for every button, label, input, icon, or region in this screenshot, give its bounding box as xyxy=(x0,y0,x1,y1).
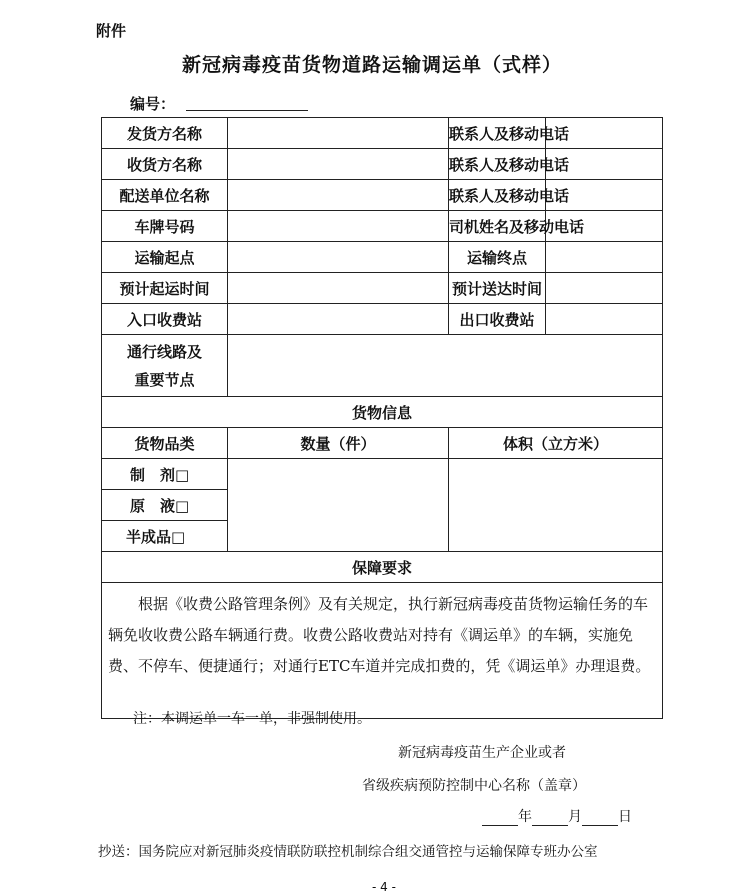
shipper-name-label: 发货方名称 xyxy=(102,118,228,149)
issuer-line-2: 省级疾病预防控制中心名称（盖章） xyxy=(362,778,586,794)
dispatch-form-table xyxy=(101,117,663,719)
serial-number-label: 编号： xyxy=(130,95,176,113)
guarantee-heading: 保障要求 xyxy=(102,552,663,583)
table-row xyxy=(102,583,663,719)
category-label: 半成品 xyxy=(126,527,172,546)
col-category-header: 货物品类 xyxy=(102,428,228,459)
delivery-contact-label: 联系人及移动电话 xyxy=(449,180,546,211)
guarantee-text: 根据《收费公路管理条例》及有关规定，执行新冠病毒疫苗货物运输任务的车辆免收收费公路车辆通行费。收费公路收费站对持有《调运单》的车辆，实施免费、不停车、便捷通行；对通行ETC车道并完成扣费的，凭《调运单》办理退费。 xyxy=(108,595,651,675)
table-row xyxy=(102,180,663,211)
table-row xyxy=(102,149,663,180)
route-label xyxy=(102,335,228,397)
origin-label: 运输起点 xyxy=(102,242,228,273)
receiver-contact-label: 联系人及移动电话 xyxy=(449,149,546,180)
receiver-name-field[interactable] xyxy=(228,149,449,180)
table-row xyxy=(102,552,663,583)
table-row xyxy=(102,459,663,490)
route-field[interactable] xyxy=(228,335,663,397)
plate-number-field[interactable] xyxy=(228,211,449,242)
day-label: 日 xyxy=(618,809,632,825)
category-label: 原 液 xyxy=(130,496,176,515)
exit-toll-field[interactable] xyxy=(546,304,663,335)
exit-toll-label: 出口收费站 xyxy=(449,304,546,335)
month-label: 月 xyxy=(568,809,582,825)
category-preparation xyxy=(102,459,228,490)
arrival-time-label: 预计送达时间 xyxy=(449,273,546,304)
shipper-contact-label: 联系人及移动电话 xyxy=(449,118,546,149)
guarantee-text-cell xyxy=(102,583,663,719)
departure-time-label: 预计起运时间 xyxy=(102,273,228,304)
table-row xyxy=(102,242,663,273)
cc-line: 抄送：国务院应对新冠肺炎疫情联防联控机制综合组交通管控与运输保障专班办公室 xyxy=(98,844,598,860)
arrival-time-field[interactable] xyxy=(546,273,663,304)
col-quantity-header: 数量（件） xyxy=(228,428,449,459)
month-field[interactable] xyxy=(532,811,568,826)
table-row xyxy=(102,211,663,242)
category-stock-solution xyxy=(102,490,228,521)
year-label: 年 xyxy=(518,809,532,825)
date-line xyxy=(482,806,632,826)
table-row xyxy=(102,428,663,459)
table-row xyxy=(102,397,663,428)
table-row xyxy=(102,335,663,397)
route-label-line1: 通行线路及 xyxy=(126,342,202,361)
col-volume-header: 体积（立方米） xyxy=(449,428,663,459)
destination-field[interactable] xyxy=(546,242,663,273)
page-number: - 4 - xyxy=(372,880,396,894)
attachment-label: 附件 xyxy=(96,22,127,40)
cargo-info-heading: 货物信息 xyxy=(102,397,663,428)
usage-note: 注：本调运单一车一单，非强制使用。 xyxy=(133,711,371,727)
table-row xyxy=(102,304,663,335)
checkbox-semi-finished[interactable]: □ xyxy=(171,527,186,546)
entry-toll-label: 入口收费站 xyxy=(102,304,228,335)
day-field[interactable] xyxy=(582,811,618,826)
origin-field[interactable] xyxy=(228,242,449,273)
destination-label: 运输终点 xyxy=(449,242,546,273)
plate-number-label: 车牌号码 xyxy=(102,211,228,242)
delivery-unit-label: 配送单位名称 xyxy=(102,180,228,211)
serial-number-field[interactable] xyxy=(186,110,308,111)
document-title: 新冠病毒疫苗货物道路运输调运单（式样） xyxy=(181,54,562,76)
category-label: 制 剂 xyxy=(130,465,176,484)
issuer-line-1: 新冠病毒疫苗生产企业或者 xyxy=(398,745,566,761)
entry-toll-field[interactable] xyxy=(228,304,449,335)
volume-field[interactable] xyxy=(449,459,663,552)
shipper-name-field[interactable] xyxy=(228,118,449,149)
receiver-name-label: 收货方名称 xyxy=(102,149,228,180)
year-field[interactable] xyxy=(482,811,518,826)
route-label-line2: 重要节点 xyxy=(134,370,195,389)
driver-contact-label: 司机姓名及移动电话 xyxy=(449,211,546,242)
departure-time-field[interactable] xyxy=(228,273,449,304)
category-semi-finished xyxy=(102,521,228,552)
table-row xyxy=(102,273,663,304)
checkbox-stock-solution[interactable]: □ xyxy=(175,496,190,515)
quantity-field[interactable] xyxy=(228,459,449,552)
delivery-unit-field[interactable] xyxy=(228,180,449,211)
table-row xyxy=(102,118,663,149)
checkbox-preparation[interactable]: □ xyxy=(175,465,190,484)
